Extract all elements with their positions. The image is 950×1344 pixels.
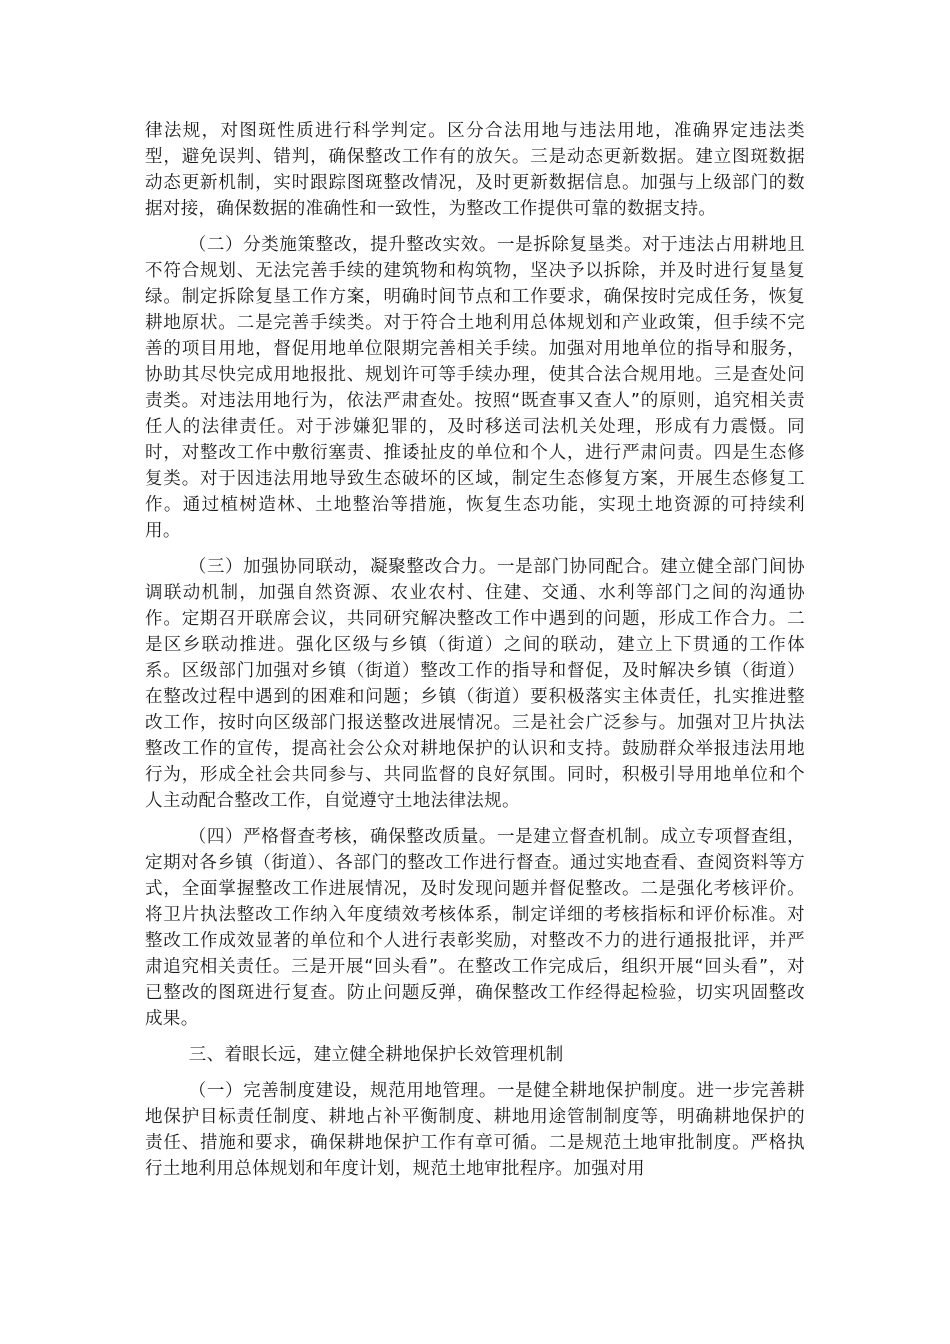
paragraph-institution-building: （一）完善制度建设，规范用地管理。一是健全耕地保护制度。进一步完善耕地保护目标责任制度、耕地占补平衡制度、耕地用途管制制度等，明确耕地保护的责任、措施和要求，确保耕地保护工作有章可循。二是规范土地审批制度。严格执行土地利用总体规划和年度计划，规范土地审批程序。加强对用	[145, 1081, 805, 1179]
section-heading-three: 三、着眼长远，建立健全耕地保护长效管理机制	[188, 1045, 564, 1065]
paragraph-coordination: （三）加强协同联动，凝聚整改合力。一是部门协同配合。建立健全部门间协调联动机制，加强自然资源、农业农村、住建、交通、水利等部门之间的沟通协作。定期召开联席会议，共同研究解决整改工作中遇到的问题，形成工作合力。二是区乡联动推进。强化区级与乡镇（街道）之间的联动，建立上下贯通的工作体系。区级部门加强对乡镇（街道）整改工作的指导和督促，及时解决乡镇（街道）在整改过程中遇到的困难和问题；乡镇（街道）要积极落实主体责任，扎实推进整改工作，按时向区级部门报送整改进展情况。三是社会广泛参与。加强对卫片执法整改工作的宣传，提高社会公众对耕地保护的认识和支持。鼓励群众举报违法用地行为，形成全社会共同参与、共同监督的良好氛围。同时，积极引导用地单位和个人主动配合整改工作，自觉遵守土地法律法规。	[145, 557, 805, 811]
document-page	[145, 118, 805, 1192]
paragraph-supervision: （四）严格督查考核，确保整改质量。一是建立督查机制。成立专项督查组，定期对各乡镇（街道）、各部门的整改工作进行督查。通过实地查看、查阅资料等方式，全面掌握整改工作进展情况，及时发现问题并督促整改。二是强化考核评价。将卫片执法整改工作纳入年度绩效考核体系，制定详细的考核指标和评价标准。对整改工作成效显著的单位和个人进行表彰奖励，对整改不力的进行通报批评，并严肃追究相关责任。三是开展“回头看”。在整改工作完成后，组织开展“回头看”，对已整改的图斑进行复查。防止问题反弹，确保整改工作经得起检验，切实巩固整改成果。	[145, 827, 805, 1029]
paragraph-classified-rectification: （二）分类施策整改，提升整改实效。一是拆除复垦类。对于违法占用耕地且不符合规划、无法完善手续的建筑物和构筑物，坚决予以拆除，并及时进行复垦复绿。制定拆除复垦工作方案，明确时间节点和工作要求，确保按时完成任务，恢复耕地原状。二是完善手续类。对于符合土地利用总体规划和产业政策，但手续不完善的项目用地，督促用地单位限期完善相关手续。加强对用地单位的指导和服务，协助其尽快完成用地报批、规划许可等手续办理，使其合法合规用地。三是查处问责类。对违法用地行为，依法严肃查处。按照“既查事又查人”的原则，追究相关责任人的法律责任。对于涉嫌犯罪的，及时移送司法机关处理，形成有力震慑。同时，对整改工作中敷衍塞责、推诿扯皮的单位和个人，进行严肃问责。四是生态修复类。对于因违法用地导致生态破坏的区域，制定生态修复方案，开展生态修复工作。通过植树造林、土地整治等措施，恢复生态功能，实现土地资源的可持续利用。	[145, 235, 805, 541]
paragraph-continuation: 律法规，对图斑性质进行科学判定。区分合法用地与违法用地，准确界定违法类型，避免误判、错判，确保整改工作有的放矢。三是动态更新数据。建立图斑数据动态更新机制，实时跟踪图斑整改情况，及时更新数据信息。加强与上级部门的数据对接，确保数据的准确性和一致性，为整改工作提供可靠的数据支持。	[145, 121, 805, 219]
